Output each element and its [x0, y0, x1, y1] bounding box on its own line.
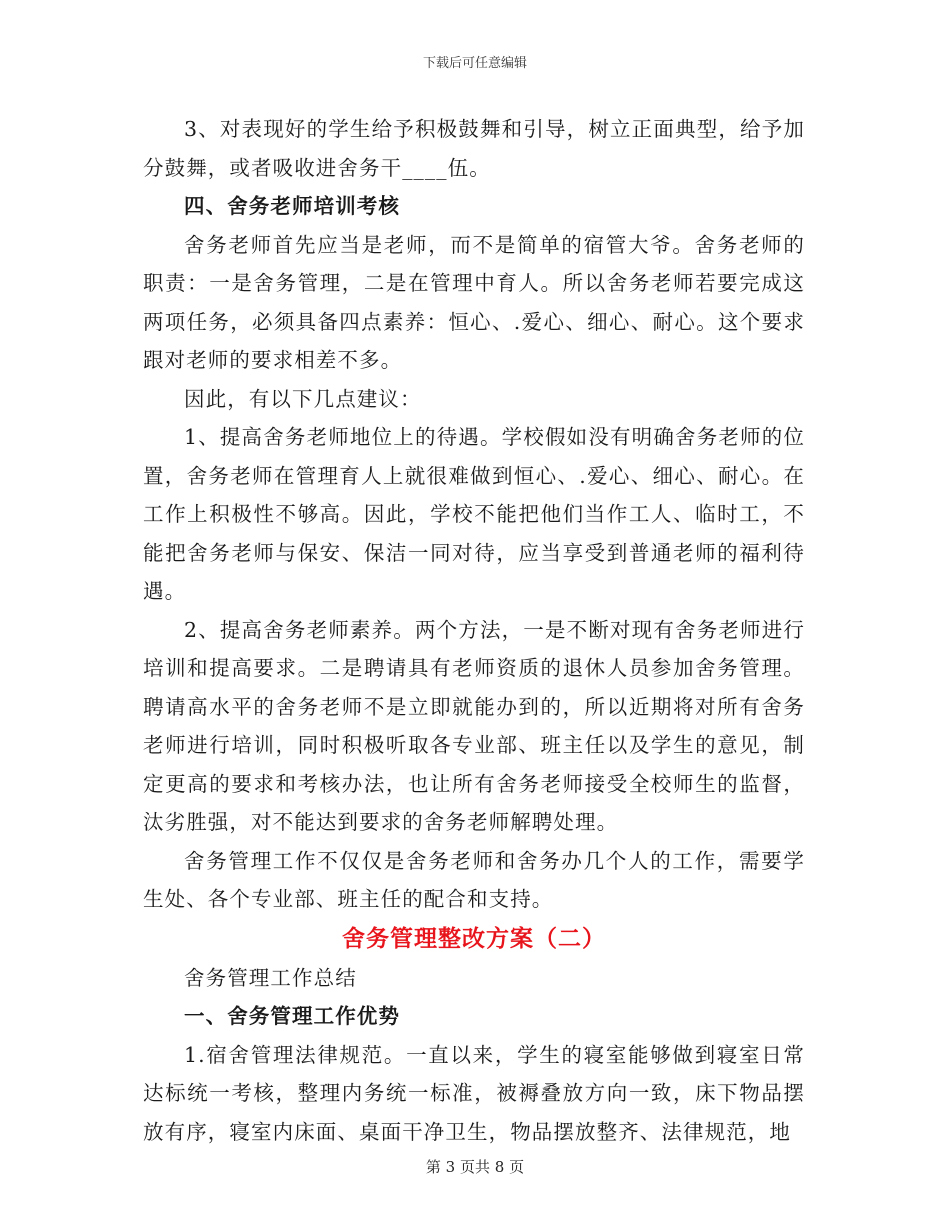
- paragraph-dorm-standards: 1.宿舍管理法律规范。一直以来，学生的寝室能够做到寝室日常达标统一考核，整理内务统一标准，被褥叠放方向一致，床下物品摆放有序，寝室内床面、桌面干净卫生，物品摆放整齐、法律规范，地: [143, 1042, 805, 1144]
- paragraph-suggestion-2: 2、提高舍务老师素养。两个方法，一是不断对现有舍务老师进行培训和提高要求。二是聘请具有老师资质的退休人员参加舍务管理。聘请高水平的舍务老师不是立即就能办到的，所以近期将对所有舍务老师进行培训，同时积极听取各专业部、班主任以及学生的意见，制定更高的要求和考核办法，也让所有舍务老师接受全校师生的监督，汰劣胜强，对不能达到要求的舍务老师解聘处理。: [143, 617, 805, 834]
- page-header-note: 下载后可任意编辑: [422, 56, 527, 71]
- paragraph-item-3: 3、对表现好的学生给予积极鼓舞和引导，树立正面典型，给予加分鼓舞，或者吸收进舍务干____伍。: [143, 117, 805, 180]
- paragraph-teacher-duty: 舍务老师首先应当是老师，而不是简单的宿管大爷。舍务老师的职责：一是舍务管理，二是在管理中育人。所以舍务老师若要完成这两项任务，必须具备四点素养：恒心、.爱心、细心、耐心。这个要求跟对老师的要求相差不多。: [143, 232, 805, 372]
- page-number: 第 3 页共 8 页: [425, 1158, 525, 1176]
- paragraph-summary-label: 舍务管理工作总结: [184, 965, 357, 990]
- paragraph-cooperation: 舍务管理工作不仅仅是舍务老师和舍务办几个人的工作，需要学生处、各个专业部、班主任的配合和支持。: [143, 848, 805, 911]
- document-body: [143, 110, 805, 1151]
- paragraph-suggestions-intro: 因此，有以下几点建议：: [184, 386, 422, 411]
- section-heading-1: 一、舍务管理工作优势: [184, 1004, 400, 1028]
- paragraph-suggestion-1: 1、提高舍务老师地位上的待遇。学校假如没有明确舍务老师的位置，舍务老师在管理育人上就很难做到恒心、.爱心、细心、耐心。在工作上积极性不够高。因此，学校不能把他们当作工人、临时工，不能把舍务老师与保安、保洁一同对待，应当享受到普通老师的福利待遇。: [143, 425, 805, 603]
- section-heading-4: 四、舍务老师培训考核: [184, 194, 400, 218]
- document-title-part-2: 舍务管理整改方案（二）: [342, 924, 606, 952]
